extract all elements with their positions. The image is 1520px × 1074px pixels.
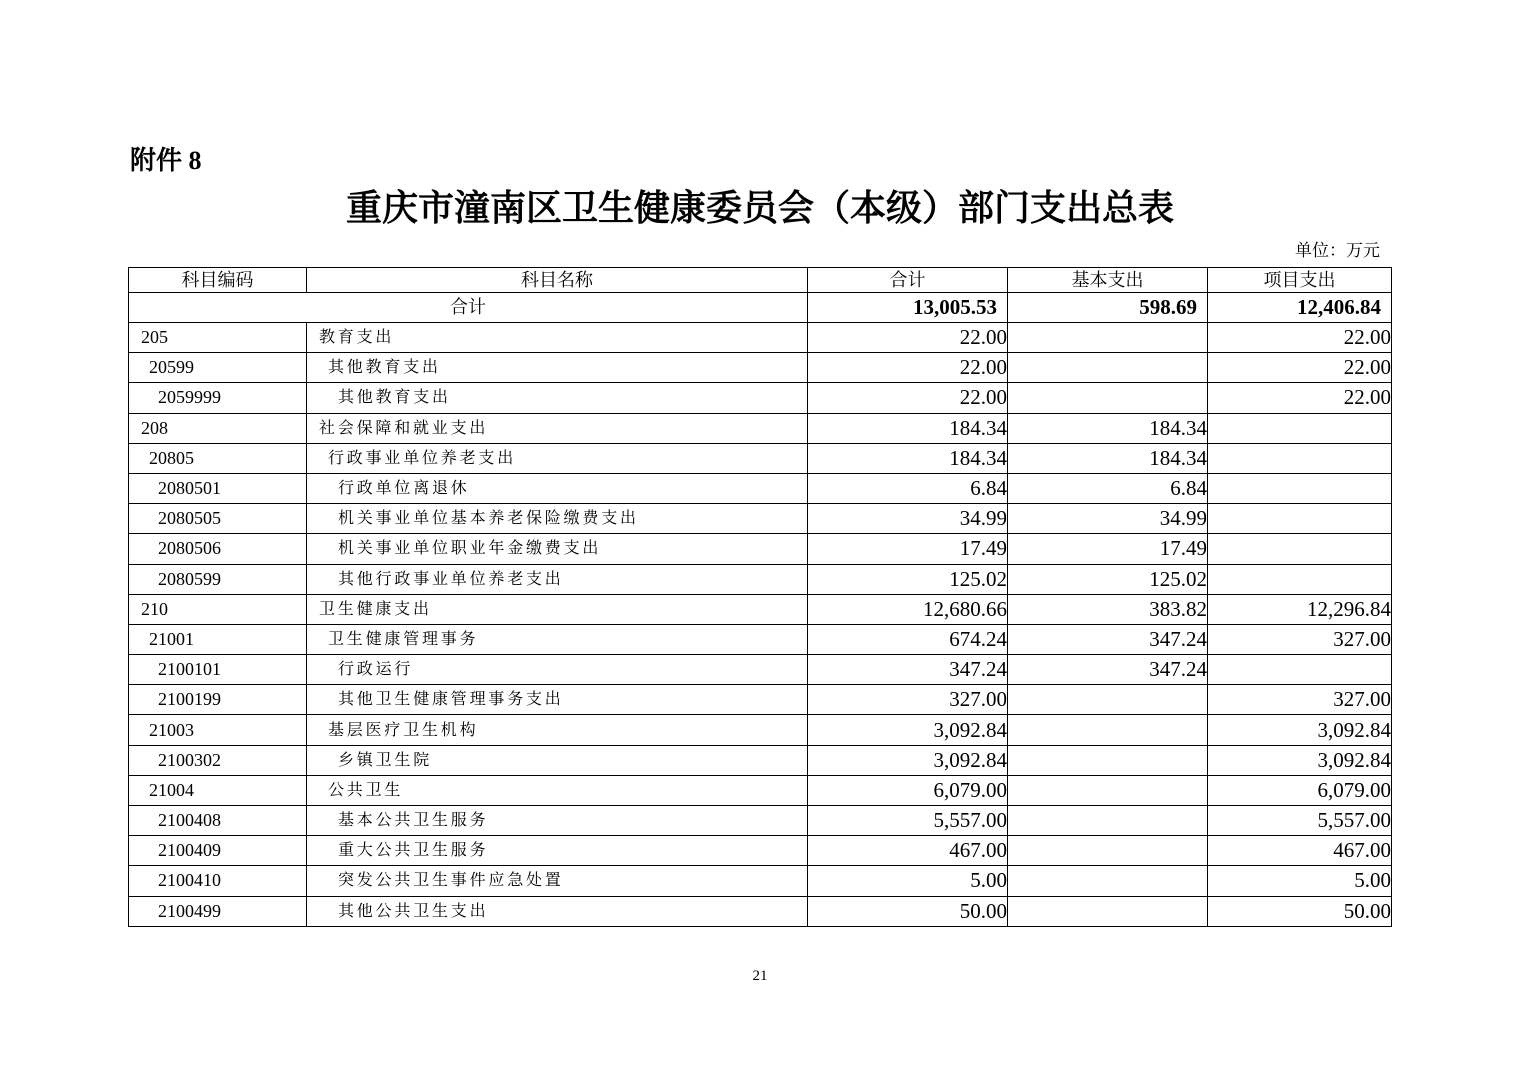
code-cell: 2059999 — [129, 383, 307, 413]
header-row — [129, 268, 1392, 293]
basic-cell — [1008, 383, 1208, 413]
name-cell: 卫生健康支出 — [307, 594, 808, 624]
name-cell: 社会保障和就业支出 — [307, 413, 808, 443]
total-cell: 125.02 — [808, 564, 1008, 594]
total-cell: 327.00 — [808, 685, 1008, 715]
basic-cell — [1008, 896, 1208, 926]
name-cell: 重大公共卫生服务 — [307, 836, 808, 866]
total-cell: 3,092.84 — [808, 745, 1008, 775]
table-row — [129, 564, 1392, 594]
project-cell — [1208, 413, 1392, 443]
code-cell: 20599 — [129, 353, 307, 383]
project-cell — [1208, 564, 1392, 594]
header-name: 科目名称 — [307, 268, 808, 293]
project-cell: 22.00 — [1208, 323, 1392, 353]
name-cell: 机关事业单位职业年金缴费支出 — [307, 534, 808, 564]
table-row — [129, 353, 1392, 383]
total-cell: 467.00 — [808, 836, 1008, 866]
table-row — [129, 715, 1392, 745]
basic-cell: 34.99 — [1008, 504, 1208, 534]
table-row — [129, 866, 1392, 896]
table-body — [129, 293, 1392, 927]
table-row — [129, 836, 1392, 866]
expenditure-table — [128, 267, 1392, 927]
page-number: 21 — [752, 968, 768, 984]
basic-cell — [1008, 323, 1208, 353]
table-row — [129, 323, 1392, 353]
project-cell: 5.00 — [1208, 866, 1392, 896]
name-cell: 其他教育支出 — [307, 383, 808, 413]
basic-cell: 125.02 — [1008, 564, 1208, 594]
project-cell: 22.00 — [1208, 353, 1392, 383]
code-cell: 2100199 — [129, 685, 307, 715]
code-cell: 2080505 — [129, 504, 307, 534]
total-cell: 347.24 — [808, 655, 1008, 685]
total-cell: 184.34 — [808, 413, 1008, 443]
total-cell: 22.00 — [808, 323, 1008, 353]
name-cell: 基层医疗卫生机构 — [307, 715, 808, 745]
code-cell: 2080501 — [129, 473, 307, 503]
basic-cell — [1008, 745, 1208, 775]
name-cell: 教育支出 — [307, 323, 808, 353]
code-cell: 21004 — [129, 775, 307, 805]
basic-cell: 184.34 — [1008, 413, 1208, 443]
code-cell: 2100302 — [129, 745, 307, 775]
table-row — [129, 473, 1392, 503]
basic-cell: 184.34 — [1008, 443, 1208, 473]
project-cell: 22.00 — [1208, 383, 1392, 413]
header-total: 合计 — [808, 268, 1008, 293]
basic-cell — [1008, 806, 1208, 836]
project-cell: 467.00 — [1208, 836, 1392, 866]
basic-cell: 17.49 — [1008, 534, 1208, 564]
total-row — [129, 293, 1392, 323]
project-cell: 3,092.84 — [1208, 715, 1392, 745]
name-cell: 机关事业单位基本养老保险缴费支出 — [307, 504, 808, 534]
total-cell: 12,680.66 — [808, 594, 1008, 624]
basic-cell: 347.24 — [1008, 655, 1208, 685]
table-row — [129, 624, 1392, 654]
total-row-label: 合计 — [129, 293, 808, 323]
code-cell: 21001 — [129, 624, 307, 654]
code-cell: 20805 — [129, 443, 307, 473]
table-row — [129, 655, 1392, 685]
table-row — [129, 534, 1392, 564]
name-cell: 基本公共卫生服务 — [307, 806, 808, 836]
name-cell: 乡镇卫生院 — [307, 745, 808, 775]
unit-label: 单位：万元 — [1295, 241, 1380, 260]
name-cell: 行政运行 — [307, 655, 808, 685]
attachment-label: 附件 8 — [130, 146, 202, 175]
basic-cell — [1008, 775, 1208, 805]
name-cell: 行政单位离退休 — [307, 473, 808, 503]
table-row — [129, 806, 1392, 836]
total-cell: 184.34 — [808, 443, 1008, 473]
project-cell — [1208, 504, 1392, 534]
project-cell — [1208, 443, 1392, 473]
code-cell: 2080599 — [129, 564, 307, 594]
table-row — [129, 413, 1392, 443]
name-cell: 其他行政事业单位养老支出 — [307, 564, 808, 594]
basic-cell: 6.84 — [1008, 473, 1208, 503]
total-cell: 50.00 — [808, 896, 1008, 926]
project-cell: 50.00 — [1208, 896, 1392, 926]
total-cell: 34.99 — [808, 504, 1008, 534]
total-cell: 3,092.84 — [808, 715, 1008, 745]
total-cell: 22.00 — [808, 383, 1008, 413]
project-cell: 327.00 — [1208, 624, 1392, 654]
name-cell: 卫生健康管理事务 — [307, 624, 808, 654]
code-cell: 2100410 — [129, 866, 307, 896]
code-cell: 2100408 — [129, 806, 307, 836]
basic-cell — [1008, 866, 1208, 896]
code-cell: 2100499 — [129, 896, 307, 926]
table-row — [129, 745, 1392, 775]
basic-cell — [1008, 836, 1208, 866]
table-row — [129, 896, 1392, 926]
total-cell: 6.84 — [808, 473, 1008, 503]
code-cell: 208 — [129, 413, 307, 443]
total-cell: 5.00 — [808, 866, 1008, 896]
header-basic: 基本支出 — [1008, 268, 1208, 293]
total-row-basic: 598.69 — [1008, 293, 1208, 323]
code-cell: 205 — [129, 323, 307, 353]
project-cell — [1208, 473, 1392, 503]
total-row-total: 13,005.53 — [808, 293, 1008, 323]
total-cell: 17.49 — [808, 534, 1008, 564]
project-cell: 327.00 — [1208, 685, 1392, 715]
code-cell: 2100409 — [129, 836, 307, 866]
code-cell: 2080506 — [129, 534, 307, 564]
name-cell: 公共卫生 — [307, 775, 808, 805]
basic-cell: 383.82 — [1008, 594, 1208, 624]
basic-cell: 347.24 — [1008, 624, 1208, 654]
table-header — [129, 268, 1392, 293]
header-project: 项目支出 — [1208, 268, 1392, 293]
total-cell: 674.24 — [808, 624, 1008, 654]
name-cell: 其他卫生健康管理事务支出 — [307, 685, 808, 715]
project-cell: 12,296.84 — [1208, 594, 1392, 624]
name-cell: 其他教育支出 — [307, 353, 808, 383]
header-code: 科目编码 — [129, 268, 307, 293]
total-cell: 6,079.00 — [808, 775, 1008, 805]
total-cell: 5,557.00 — [808, 806, 1008, 836]
code-cell: 21003 — [129, 715, 307, 745]
basic-cell — [1008, 353, 1208, 383]
table-row — [129, 504, 1392, 534]
name-cell: 突发公共卫生事件应急处置 — [307, 866, 808, 896]
basic-cell — [1008, 715, 1208, 745]
total-row-project: 12,406.84 — [1208, 293, 1392, 323]
basic-cell — [1008, 685, 1208, 715]
page-title: 重庆市潼南区卫生健康委员会（本级）部门支出总表 — [345, 188, 1174, 228]
table-row — [129, 443, 1392, 473]
name-cell: 其他公共卫生支出 — [307, 896, 808, 926]
table-row — [129, 594, 1392, 624]
project-cell: 3,092.84 — [1208, 745, 1392, 775]
code-cell: 2100101 — [129, 655, 307, 685]
total-cell: 22.00 — [808, 353, 1008, 383]
table-row — [129, 775, 1392, 805]
name-cell: 行政事业单位养老支出 — [307, 443, 808, 473]
table-row — [129, 383, 1392, 413]
project-cell: 6,079.00 — [1208, 775, 1392, 805]
project-cell — [1208, 534, 1392, 564]
code-cell: 210 — [129, 594, 307, 624]
table-row — [129, 685, 1392, 715]
project-cell: 5,557.00 — [1208, 806, 1392, 836]
project-cell — [1208, 655, 1392, 685]
